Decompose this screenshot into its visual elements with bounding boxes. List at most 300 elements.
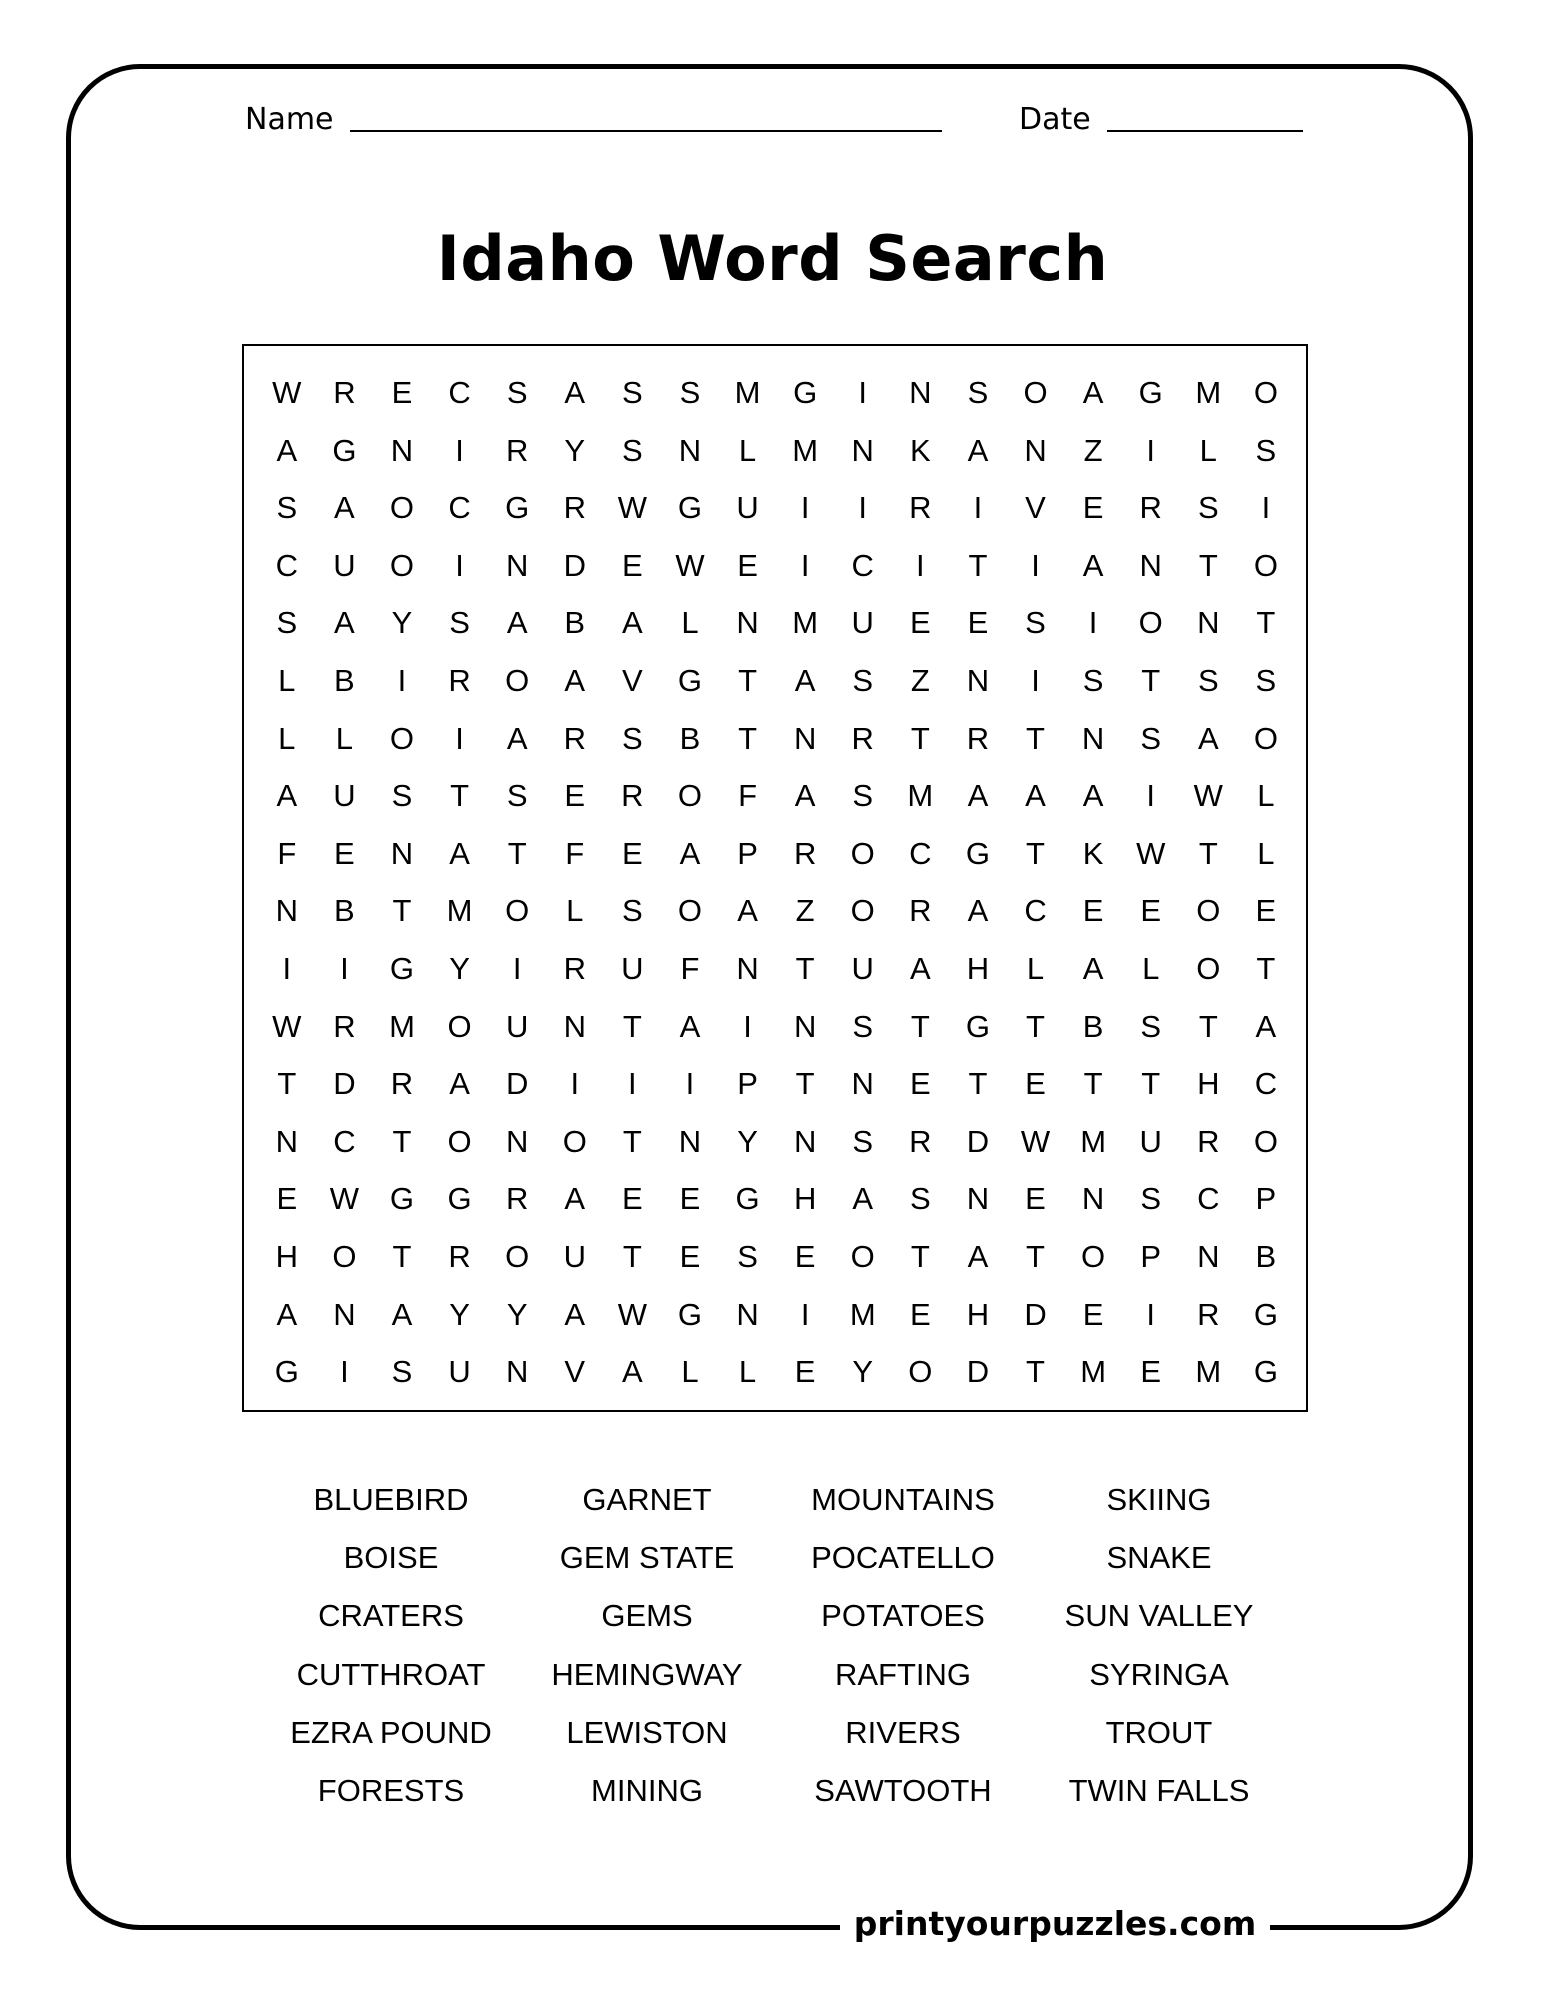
grid-letter[interactable]: E bbox=[737, 547, 758, 583]
grid-letter[interactable]: U bbox=[505, 1008, 529, 1044]
grid-letter[interactable]: L bbox=[278, 662, 296, 698]
grid-letter[interactable]: I bbox=[1088, 605, 1098, 641]
grid-letter[interactable]: I bbox=[916, 547, 925, 583]
grid-letter[interactable]: E bbox=[679, 1238, 701, 1274]
grid-letter[interactable]: T bbox=[1026, 720, 1045, 756]
grid-letter[interactable]: O bbox=[505, 662, 530, 698]
grid-letter[interactable]: S bbox=[1140, 720, 1162, 756]
grid-letter[interactable]: S bbox=[276, 605, 298, 641]
grid-letter[interactable]: D bbox=[563, 547, 586, 583]
grid-letter[interactable]: R bbox=[909, 1123, 932, 1159]
grid-letter[interactable]: O bbox=[1138, 605, 1163, 641]
grid-letter[interactable]: R bbox=[505, 1181, 529, 1217]
grid-letter[interactable]: E bbox=[1082, 893, 1104, 929]
grid-letter[interactable]: S bbox=[852, 1123, 874, 1159]
grid-letter[interactable]: E bbox=[909, 605, 931, 641]
grid-letter[interactable]: E bbox=[622, 547, 643, 583]
grid-letter[interactable]: Y bbox=[564, 432, 586, 468]
grid-letter[interactable]: B bbox=[1082, 1008, 1104, 1044]
grid-letter[interactable]: T bbox=[910, 1008, 930, 1044]
grid-letter[interactable]: G bbox=[505, 490, 530, 526]
grid-letter[interactable]: G bbox=[1253, 1354, 1278, 1390]
grid-letter[interactable]: H bbox=[793, 1181, 817, 1217]
grid-letter[interactable]: N bbox=[736, 950, 759, 986]
grid-letter[interactable]: D bbox=[966, 1354, 990, 1390]
grid-letter[interactable]: C bbox=[1254, 1066, 1278, 1102]
grid-letter[interactable]: O bbox=[850, 1238, 875, 1274]
grid-letter[interactable]: U bbox=[851, 950, 874, 986]
grid-letter[interactable]: I bbox=[455, 432, 464, 468]
grid-letter[interactable]: N bbox=[678, 1123, 702, 1159]
grid-letter[interactable]: A bbox=[794, 778, 816, 814]
grid-letter[interactable]: M bbox=[1195, 1354, 1222, 1390]
grid-letter[interactable]: T bbox=[450, 778, 470, 814]
grid-letter[interactable]: S bbox=[909, 1181, 931, 1217]
grid-letter[interactable]: N bbox=[1081, 720, 1105, 756]
grid-letter[interactable]: L bbox=[1257, 778, 1275, 814]
grid-letter[interactable]: O bbox=[1196, 893, 1221, 929]
grid-letter[interactable]: N bbox=[390, 835, 414, 871]
grid-letter[interactable]: B bbox=[1255, 1238, 1277, 1274]
grid-letter[interactable]: O bbox=[1196, 950, 1221, 986]
grid-letter[interactable]: I bbox=[570, 1066, 580, 1102]
grid-letter[interactable]: E bbox=[679, 1181, 701, 1217]
grid-letter[interactable]: Y bbox=[449, 950, 470, 986]
grid-letter[interactable]: I bbox=[282, 950, 292, 986]
grid-letter[interactable]: N bbox=[505, 1354, 529, 1390]
grid-letter[interactable]: E bbox=[334, 835, 355, 871]
grid-letter[interactable]: T bbox=[738, 662, 758, 698]
grid-letter[interactable]: E bbox=[1082, 490, 1104, 526]
grid-letter[interactable]: A bbox=[564, 1296, 586, 1332]
grid-letter[interactable]: E bbox=[1025, 1181, 1046, 1217]
grid-letter[interactable]: E bbox=[391, 375, 413, 410]
grid-letter[interactable]: A bbox=[967, 432, 989, 468]
grid-letter[interactable]: M bbox=[1195, 375, 1222, 410]
grid-letter[interactable]: Z bbox=[795, 893, 815, 929]
grid-letter[interactable]: T bbox=[1141, 662, 1161, 698]
grid-letter[interactable]: T bbox=[910, 720, 930, 756]
grid-letter[interactable]: I bbox=[455, 547, 464, 583]
grid-letter[interactable]: P bbox=[737, 1066, 758, 1102]
grid-letter[interactable]: G bbox=[677, 1296, 703, 1332]
grid-letter[interactable]: K bbox=[909, 432, 931, 468]
grid-letter[interactable]: E bbox=[564, 778, 586, 814]
grid-letter[interactable]: U bbox=[563, 1238, 586, 1274]
grid-letter[interactable]: Z bbox=[1083, 432, 1103, 468]
grid-letter[interactable]: N bbox=[1139, 547, 1162, 583]
grid-letter[interactable]: H bbox=[966, 950, 990, 986]
grid-letter[interactable]: O bbox=[1081, 1238, 1106, 1274]
grid-letter[interactable]: D bbox=[966, 1123, 990, 1159]
grid-letter[interactable]: R bbox=[563, 490, 586, 526]
grid-letter[interactable]: B bbox=[564, 605, 586, 641]
grid-letter[interactable]: M bbox=[446, 893, 473, 929]
grid-letter[interactable]: E bbox=[794, 1238, 816, 1274]
grid-letter[interactable]: A bbox=[967, 1238, 989, 1274]
grid-letter[interactable]: A bbox=[276, 778, 298, 814]
grid-letter[interactable]: N bbox=[505, 1123, 529, 1159]
grid-letter[interactable]: H bbox=[966, 1296, 990, 1332]
grid-letter[interactable]: I bbox=[628, 1066, 637, 1102]
grid-letter[interactable]: A bbox=[1197, 720, 1219, 756]
grid-letter[interactable]: M bbox=[734, 375, 761, 410]
grid-letter[interactable]: T bbox=[738, 720, 758, 756]
grid-letter[interactable]: I bbox=[858, 375, 868, 410]
grid-letter[interactable]: O bbox=[505, 893, 530, 929]
grid-letter[interactable]: R bbox=[448, 662, 471, 698]
grid-letter[interactable]: N bbox=[1197, 605, 1220, 641]
grid-letter[interactable]: O bbox=[332, 1238, 357, 1274]
grid-letter[interactable]: A bbox=[852, 1181, 874, 1217]
grid-letter[interactable]: T bbox=[1026, 835, 1045, 871]
grid-letter[interactable]: A bbox=[276, 1296, 298, 1332]
grid-letter[interactable]: Z bbox=[910, 662, 930, 698]
grid-letter[interactable]: E bbox=[794, 1354, 816, 1390]
grid-letter[interactable]: E bbox=[1082, 1296, 1104, 1332]
grid-letter[interactable]: I bbox=[455, 720, 464, 756]
grid-letter[interactable]: O bbox=[1253, 547, 1278, 583]
grid-letter[interactable]: S bbox=[1255, 662, 1277, 698]
grid-letter[interactable]: L bbox=[335, 720, 354, 756]
grid-letter[interactable]: E bbox=[909, 1296, 931, 1332]
grid-letter[interactable]: A bbox=[1082, 778, 1104, 814]
grid-letter[interactable]: G bbox=[677, 662, 703, 698]
name-line[interactable] bbox=[350, 130, 942, 132]
grid-letter[interactable]: A bbox=[622, 1354, 643, 1390]
grid-letter[interactable]: S bbox=[1197, 662, 1219, 698]
grid-letter[interactable]: A bbox=[1082, 950, 1104, 986]
grid-letter[interactable]: N bbox=[505, 547, 529, 583]
grid-letter[interactable]: S bbox=[391, 778, 413, 814]
grid-letter[interactable]: S bbox=[1082, 662, 1104, 698]
grid-letter[interactable]: G bbox=[965, 835, 990, 871]
grid-letter[interactable]: F bbox=[277, 835, 297, 871]
grid-letter[interactable]: F bbox=[738, 778, 758, 814]
grid-letter[interactable]: Y bbox=[506, 1296, 528, 1332]
grid-letter[interactable]: A bbox=[1082, 375, 1104, 410]
grid-letter[interactable]: A bbox=[564, 662, 586, 698]
grid-letter[interactable]: R bbox=[333, 375, 356, 410]
grid-letter[interactable]: I bbox=[800, 1296, 810, 1332]
grid-letter[interactable]: O bbox=[389, 547, 415, 583]
grid-letter[interactable]: U bbox=[621, 950, 644, 986]
grid-letter[interactable]: S bbox=[276, 490, 298, 526]
grid-letter[interactable]: N bbox=[736, 1296, 759, 1332]
grid-letter[interactable]: U bbox=[851, 605, 874, 641]
grid-letter[interactable]: I bbox=[1146, 432, 1156, 468]
grid-letter[interactable]: A bbox=[622, 605, 643, 641]
grid-letter[interactable]: G bbox=[965, 1008, 990, 1044]
grid-letter[interactable]: N bbox=[909, 375, 932, 410]
grid-letter[interactable]: I bbox=[743, 1008, 752, 1044]
grid-letter[interactable]: I bbox=[685, 1066, 695, 1102]
grid-letter[interactable]: E bbox=[909, 1066, 931, 1102]
grid-letter[interactable]: A bbox=[449, 1066, 470, 1102]
grid-letter[interactable]: N bbox=[1081, 1181, 1105, 1217]
grid-letter[interactable]: S bbox=[1140, 1181, 1162, 1217]
grid-letter[interactable]: B bbox=[679, 720, 701, 756]
grid-letter[interactable]: L bbox=[681, 1354, 699, 1390]
grid-letter[interactable]: T bbox=[1198, 1008, 1218, 1044]
grid-letter[interactable]: I bbox=[1031, 547, 1040, 583]
grid-letter[interactable]: E bbox=[1140, 1354, 1162, 1390]
grid-letter[interactable]: S bbox=[679, 375, 701, 410]
grid-letter[interactable]: C bbox=[1024, 893, 1047, 929]
grid-letter[interactable]: I bbox=[800, 490, 810, 526]
grid-letter[interactable]: N bbox=[736, 605, 759, 641]
grid-letter[interactable]: O bbox=[447, 1123, 472, 1159]
grid-letter[interactable]: G bbox=[332, 432, 357, 468]
grid-letter[interactable]: R bbox=[333, 1008, 356, 1044]
grid-letter[interactable]: W bbox=[272, 1008, 302, 1044]
grid-letter[interactable]: N bbox=[851, 432, 874, 468]
grid-letter[interactable]: A bbox=[506, 720, 528, 756]
grid-letter[interactable]: G bbox=[677, 490, 703, 526]
grid-letter[interactable]: T bbox=[622, 1238, 642, 1274]
grid-letter[interactable]: R bbox=[966, 720, 990, 756]
grid-letter[interactable]: I bbox=[512, 950, 522, 986]
grid-letter[interactable]: T bbox=[1256, 950, 1276, 986]
grid-letter[interactable]: O bbox=[1253, 375, 1278, 410]
grid-letter[interactable]: S bbox=[852, 662, 874, 698]
grid-letter[interactable]: O bbox=[850, 893, 875, 929]
grid-letter[interactable]: N bbox=[1024, 432, 1047, 468]
grid-letter[interactable]: C bbox=[909, 835, 932, 871]
grid-letter[interactable]: S bbox=[852, 778, 874, 814]
grid-letter[interactable]: L bbox=[1142, 950, 1160, 986]
grid-letter[interactable]: A bbox=[1025, 778, 1046, 814]
grid-letter[interactable]: D bbox=[505, 1066, 529, 1102]
grid-letter[interactable]: R bbox=[909, 490, 932, 526]
grid-letter[interactable]: O bbox=[850, 835, 875, 871]
grid-letter[interactable]: H bbox=[275, 1238, 298, 1274]
grid-letter[interactable]: T bbox=[1026, 1008, 1045, 1044]
grid-letter[interactable]: R bbox=[448, 1238, 471, 1274]
grid-letter[interactable]: T bbox=[1256, 605, 1276, 641]
grid-letter[interactable]: D bbox=[1024, 1296, 1047, 1332]
grid-letter[interactable]: Y bbox=[852, 1354, 874, 1390]
grid-letter[interactable]: M bbox=[389, 1008, 415, 1044]
grid-letter[interactable]: T bbox=[1198, 547, 1218, 583]
grid-letter[interactable]: T bbox=[1026, 1238, 1045, 1274]
grid-letter[interactable]: I bbox=[340, 950, 349, 986]
grid-letter[interactable]: T bbox=[1141, 1066, 1161, 1102]
grid-letter[interactable]: M bbox=[792, 605, 819, 641]
grid-letter[interactable]: A bbox=[967, 778, 989, 814]
grid-letter[interactable]: C bbox=[1197, 1181, 1220, 1217]
grid-letter[interactable]: M bbox=[849, 1296, 876, 1332]
grid-letter[interactable]: T bbox=[968, 547, 988, 583]
grid-letter[interactable]: A bbox=[276, 432, 298, 468]
grid-letter[interactable]: S bbox=[506, 778, 528, 814]
grid-letter[interactable]: G bbox=[793, 375, 818, 410]
grid-letter[interactable]: A bbox=[391, 1296, 413, 1332]
grid-letter[interactable]: E bbox=[1140, 893, 1162, 929]
grid-letter[interactable]: G bbox=[1253, 1296, 1278, 1332]
grid-letter[interactable]: L bbox=[1257, 835, 1275, 871]
grid-letter[interactable]: A bbox=[506, 605, 528, 641]
grid-letter[interactable]: R bbox=[390, 1066, 414, 1102]
grid-letter[interactable]: D bbox=[333, 1066, 356, 1102]
grid-letter[interactable]: L bbox=[278, 720, 296, 756]
grid-letter[interactable]: W bbox=[675, 547, 705, 583]
grid-letter[interactable]: U bbox=[1139, 1123, 1162, 1159]
grid-letter[interactable]: C bbox=[851, 547, 874, 583]
grid-letter[interactable]: S bbox=[622, 720, 643, 756]
grid-letter[interactable]: U bbox=[736, 490, 759, 526]
grid-letter[interactable]: U bbox=[333, 778, 356, 814]
grid-letter[interactable]: A bbox=[1255, 1008, 1277, 1044]
grid-letter[interactable]: N bbox=[851, 1066, 874, 1102]
grid-letter[interactable]: O bbox=[1253, 720, 1278, 756]
grid-letter[interactable]: R bbox=[851, 720, 874, 756]
grid-letter[interactable]: A bbox=[564, 1181, 586, 1217]
grid-letter[interactable]: A bbox=[737, 893, 758, 929]
grid-letter[interactable]: S bbox=[506, 375, 528, 410]
grid-letter[interactable]: M bbox=[792, 432, 819, 468]
grid-letter[interactable]: O bbox=[447, 1008, 472, 1044]
grid-letter[interactable]: Y bbox=[737, 1123, 758, 1159]
grid-letter[interactable]: N bbox=[275, 893, 298, 929]
grid-letter[interactable]: R bbox=[621, 778, 644, 814]
grid-letter[interactable]: H bbox=[1197, 1066, 1220, 1102]
date-line[interactable] bbox=[1107, 130, 1303, 132]
grid-letter[interactable]: Y bbox=[391, 605, 413, 641]
grid-letter[interactable]: G bbox=[389, 1181, 415, 1217]
grid-letter[interactable]: A bbox=[449, 835, 470, 871]
grid-letter[interactable]: R bbox=[1139, 490, 1162, 526]
grid-letter[interactable]: V bbox=[564, 1354, 586, 1390]
grid-letter[interactable]: I bbox=[1261, 490, 1271, 526]
grid-letter[interactable]: U bbox=[333, 547, 356, 583]
grid-letter[interactable]: M bbox=[907, 778, 934, 814]
grid-letter[interactable]: N bbox=[333, 1296, 356, 1332]
grid-letter[interactable]: W bbox=[1193, 778, 1223, 814]
grid-letter[interactable]: Y bbox=[449, 1296, 470, 1332]
grid-letter[interactable]: N bbox=[793, 1123, 817, 1159]
grid-letter[interactable]: T bbox=[507, 835, 527, 871]
grid-letter[interactable]: T bbox=[622, 1123, 642, 1159]
grid-letter[interactable]: C bbox=[275, 547, 298, 583]
grid-letter[interactable]: T bbox=[392, 1123, 412, 1159]
grid-letter[interactable]: S bbox=[622, 432, 643, 468]
grid-letter[interactable]: R bbox=[505, 432, 529, 468]
grid-letter[interactable]: O bbox=[562, 1123, 587, 1159]
grid-letter[interactable]: V bbox=[1025, 490, 1046, 526]
grid-letter[interactable]: T bbox=[968, 1066, 988, 1102]
grid-letter[interactable]: S bbox=[1140, 1008, 1162, 1044]
grid-letter[interactable]: V bbox=[622, 662, 643, 698]
grid-letter[interactable]: N bbox=[793, 720, 817, 756]
grid-letter[interactable]: O bbox=[389, 720, 415, 756]
grid-letter[interactable]: L bbox=[681, 605, 699, 641]
grid-letter[interactable]: W bbox=[617, 1296, 647, 1332]
grid-letter[interactable]: F bbox=[565, 835, 585, 871]
grid-letter[interactable]: I bbox=[1146, 1296, 1156, 1332]
grid-letter[interactable]: M bbox=[1080, 1354, 1107, 1390]
grid-letter[interactable]: N bbox=[390, 432, 414, 468]
grid-letter[interactable]: L bbox=[1199, 432, 1217, 468]
grid-letter[interactable]: P bbox=[737, 835, 758, 871]
grid-letter[interactable]: T bbox=[277, 1066, 297, 1102]
grid-letter[interactable]: I bbox=[1146, 778, 1156, 814]
grid-letter[interactable]: O bbox=[1023, 375, 1048, 410]
grid-letter[interactable]: A bbox=[564, 375, 586, 410]
grid-letter[interactable]: O bbox=[389, 490, 415, 526]
grid-letter[interactable]: N bbox=[966, 662, 990, 698]
grid-letter[interactable]: T bbox=[1198, 835, 1218, 871]
grid-letter[interactable]: E bbox=[276, 1181, 298, 1217]
grid-letter[interactable]: O bbox=[677, 778, 703, 814]
grid-letter[interactable]: T bbox=[622, 1008, 642, 1044]
grid-letter[interactable]: N bbox=[563, 1008, 586, 1044]
grid-letter[interactable]: I bbox=[858, 490, 868, 526]
grid-letter[interactable]: G bbox=[1138, 375, 1163, 410]
grid-letter[interactable]: R bbox=[1197, 1123, 1220, 1159]
grid-letter[interactable]: W bbox=[617, 490, 647, 526]
grid-letter[interactable]: R bbox=[563, 950, 586, 986]
grid-letter[interactable]: N bbox=[678, 432, 702, 468]
grid-letter[interactable]: T bbox=[795, 950, 815, 986]
grid-letter[interactable]: T bbox=[910, 1238, 930, 1274]
grid-letter[interactable]: P bbox=[1255, 1181, 1277, 1217]
grid-letter[interactable]: S bbox=[391, 1354, 413, 1390]
grid-letter[interactable]: A bbox=[967, 893, 989, 929]
grid-letter[interactable]: L bbox=[738, 1354, 757, 1390]
grid-letter[interactable]: R bbox=[563, 720, 586, 756]
grid-letter[interactable]: W bbox=[272, 375, 302, 410]
grid-letter[interactable]: A bbox=[679, 1008, 701, 1044]
grid-letter[interactable]: B bbox=[334, 893, 355, 929]
grid-letter[interactable]: R bbox=[1197, 1296, 1220, 1332]
grid-letter[interactable]: L bbox=[1026, 950, 1045, 986]
grid-letter[interactable]: T bbox=[795, 1066, 815, 1102]
grid-letter[interactable]: I bbox=[1031, 662, 1040, 698]
grid-letter[interactable]: L bbox=[738, 432, 757, 468]
grid-letter[interactable]: N bbox=[1197, 1238, 1220, 1274]
grid-letter[interactable]: A bbox=[334, 605, 355, 641]
grid-letter[interactable]: A bbox=[794, 662, 816, 698]
grid-letter[interactable]: O bbox=[677, 893, 703, 929]
grid-letter[interactable]: N bbox=[966, 1181, 990, 1217]
grid-letter[interactable]: E bbox=[622, 835, 643, 871]
grid-letter[interactable]: U bbox=[448, 1354, 471, 1390]
grid-letter[interactable]: S bbox=[1197, 490, 1219, 526]
grid-letter[interactable]: T bbox=[1026, 1354, 1045, 1390]
grid-letter[interactable]: S bbox=[737, 1238, 758, 1274]
grid-letter[interactable]: E bbox=[1025, 1066, 1046, 1102]
grid-letter[interactable]: O bbox=[505, 1238, 530, 1274]
grid-letter[interactable]: R bbox=[793, 835, 817, 871]
grid-letter[interactable]: G bbox=[274, 1354, 299, 1390]
grid-letter[interactable]: A bbox=[1082, 547, 1104, 583]
grid-letter[interactable]: S bbox=[852, 1008, 874, 1044]
grid-letter[interactable]: I bbox=[973, 490, 983, 526]
grid-letter[interactable]: E bbox=[622, 1181, 643, 1217]
grid-letter[interactable]: C bbox=[448, 375, 471, 410]
grid-letter[interactable]: C bbox=[448, 490, 471, 526]
grid-letter[interactable]: I bbox=[340, 1354, 349, 1390]
grid-letter[interactable]: S bbox=[449, 605, 470, 641]
grid-letter[interactable]: L bbox=[566, 893, 584, 929]
grid-letter[interactable]: C bbox=[333, 1123, 356, 1159]
grid-letter[interactable]: I bbox=[397, 662, 407, 698]
grid-letter[interactable]: N bbox=[275, 1123, 298, 1159]
grid-letter[interactable]: P bbox=[1140, 1238, 1162, 1274]
grid-letter[interactable]: O bbox=[1253, 1123, 1278, 1159]
grid-letter[interactable]: A bbox=[334, 490, 355, 526]
